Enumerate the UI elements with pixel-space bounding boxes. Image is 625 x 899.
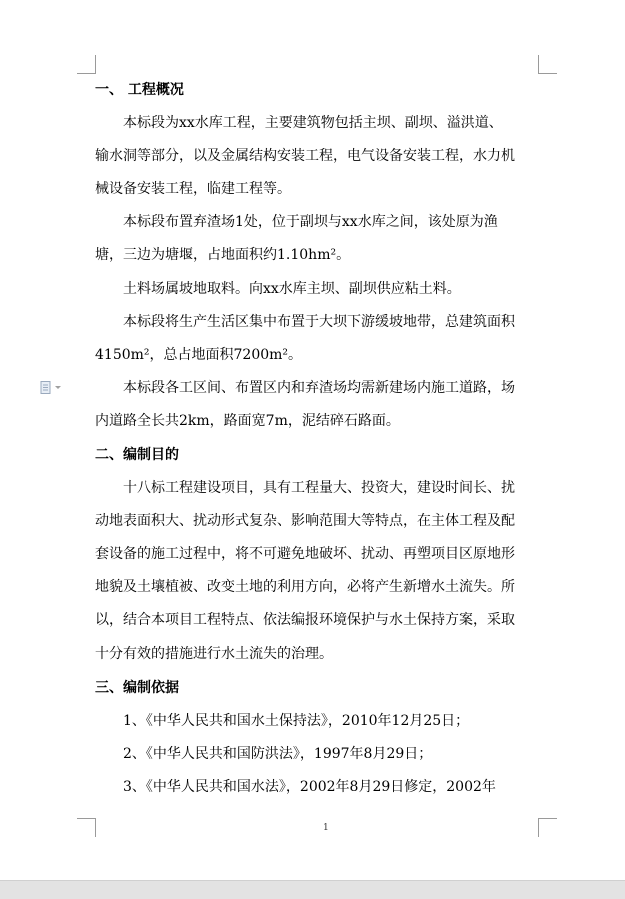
paragraph-line: 本标段将生产生活区集中布置于大坝下游缓坡地带，总建筑面积 <box>123 314 515 330</box>
crop-mark-bottom-right <box>538 818 557 837</box>
list-item: 3、《中华人民共和国水法》，2002年8月29日修定，2002年 <box>123 779 496 795</box>
paragraph-line: 4150m²，总占地面积7200m²。 <box>95 347 303 363</box>
crop-mark-top-left <box>77 55 96 74</box>
heading-purpose: 二、编制目的 <box>95 447 179 463</box>
paragraph-line: 土料场属坡地取料。向xx水库主坝、副坝供应粘土料。 <box>123 281 461 297</box>
page-gap-bar <box>0 880 625 899</box>
list-item: 1、《中华人民共和国水土保持法》，2010年12月25日； <box>123 713 470 729</box>
paragraph-line: 本标段布置弃渣场1处，位于副坝与xx水库之间，该处原为渔 <box>123 214 498 230</box>
heading-basis: 三、编制依据 <box>95 680 179 696</box>
paragraph-line: 以，结合本项目工程特点、依法编报环境保护与水土保持方案，采取 <box>95 612 515 628</box>
page-number: 1 <box>323 823 329 833</box>
paragraph-line: 械设备安装工程，临建工程等。 <box>95 181 291 197</box>
paragraph-line: 本标段各工区间、布置区内和弃渣场均需新建场内施工道路，场 <box>123 380 515 396</box>
list-item: 2、《中华人民共和国防洪法》，1997年8月29日； <box>123 746 433 762</box>
paragraph-line: 十八标工程建设项目，具有工程量大、投资大，建设时间长、扰 <box>123 480 515 496</box>
document-comment-icon[interactable] <box>40 380 62 394</box>
paragraph-line: 地貌及土壤植被、改变土地的利用方向，必将产生新增水土流失。所 <box>95 579 515 595</box>
crop-mark-bottom-left <box>77 818 96 837</box>
crop-mark-top-right <box>538 55 557 74</box>
paragraph-line: 塘，三边为塘堰，占地面积约1.10hm²。 <box>95 247 351 263</box>
paragraph-line: 输水洞等部分，以及金属结构安装工程，电气设备安装工程，水力机 <box>95 148 515 164</box>
paragraph-line: 套设备的施工过程中，将不可避免地破坏、扰动、再塑项目区原地形 <box>95 546 515 562</box>
paragraph-line: 动地表面积大、扰动形式复杂、影响范围大等特点，在主体工程及配 <box>95 513 515 529</box>
paragraph-line: 十分有效的措施进行水土流失的治理。 <box>95 646 333 662</box>
paragraph-line: 本标段为xx水库工程，主要建筑物包括主坝、副坝、溢洪道、 <box>123 115 503 131</box>
paragraph-line: 内道路全长共2km，路面宽7m，泥结碎石路面。 <box>95 413 400 429</box>
heading-project-overview: 一、 工程概况 <box>95 82 184 98</box>
